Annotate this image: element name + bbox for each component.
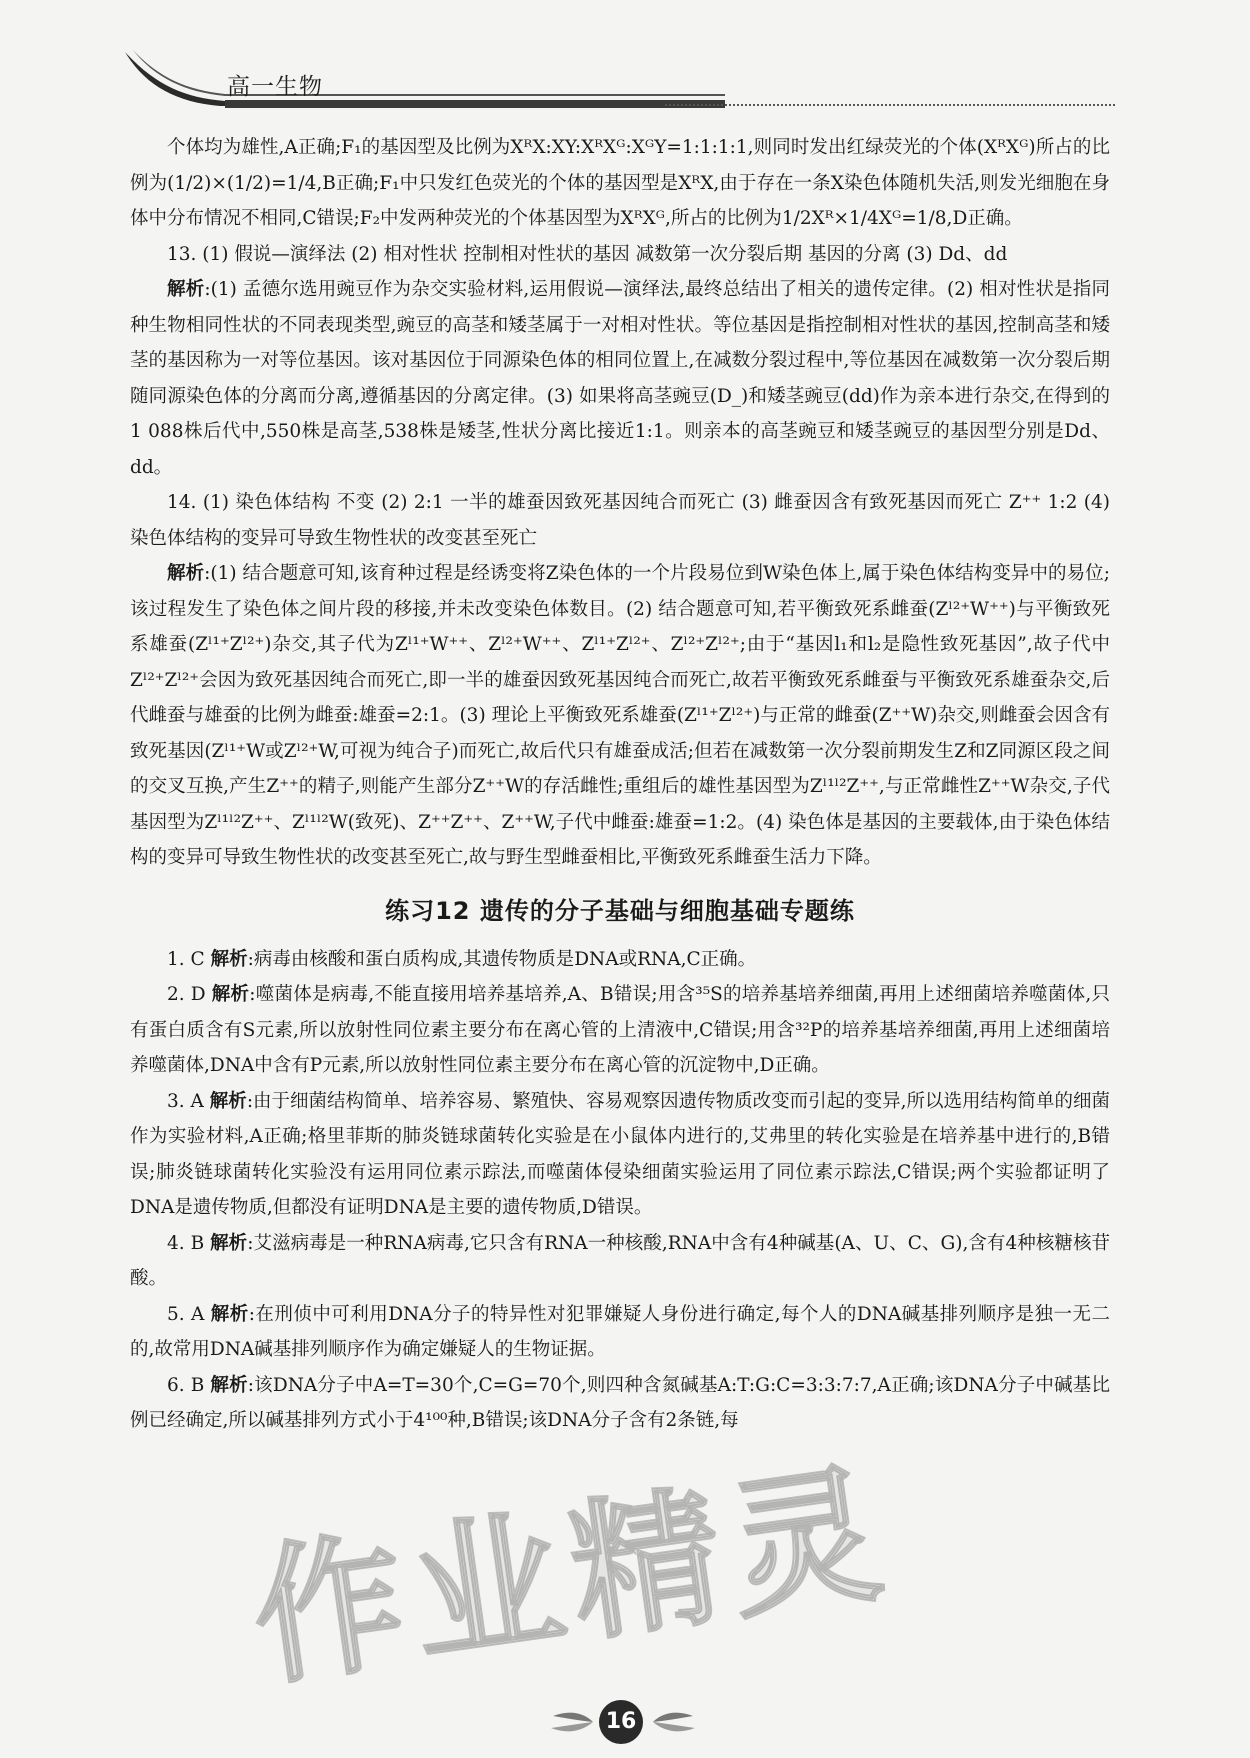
item-text: :噬菌体是病毒,不能直接用培养基培养,A、B错误;用含³⁵S的培养基培养细菌,再用上述细菌培养噬菌体,只有蛋白质含有S元素,所以放射性同位素主要分布在离心管的上清液中,C错误;用含³²P的培养基培养细菌,再用上述细菌培养噬菌体,DNA中含有P元素,所以放射性同位素主要分布在离心管的沉淀物中,D正确。 [130, 984, 1110, 1076]
answer-13: 13. (1) 假说—演绎法 (2) 相对性状 控制相对性状的基因 减数第一次分裂后期 基因的分离 (3) Dd、dd [167, 243, 1008, 265]
analysis-label: 解析 [210, 948, 248, 970]
answer-14: 14. (1) 染色体结构 不变 (2) 2:1 一半的雄蚕因致死基因纯合而死亡 (3) 雌蚕因含有致死基因而死亡 Z⁺⁺ 1:2 (4) 染色体结构的变异可导致生物性状的改变甚至死亡 [130, 492, 1110, 549]
leaf-ornament-left-icon [545, 1708, 595, 1736]
leaf-ornament-right-icon [651, 1708, 701, 1736]
analysis-label: 解析 [210, 1303, 249, 1325]
item-text: :病毒由核酸和蛋白质构成,其遗传物质是DNA或RNA,C正确。 [247, 948, 757, 970]
page-number: 16 [599, 1700, 643, 1744]
list-item [130, 1368, 1110, 1439]
item-lead: 3. A [167, 1090, 204, 1112]
item-text: :艾滋病毒是一种RNA病毒,它只含有RNA一种核酸,RNA中含有4种碱基(A、U、C、G),含有4种核糖核苷酸。 [130, 1232, 1110, 1289]
analysis-label: 解析 [211, 984, 250, 1005]
header-swoosh-icon [125, 50, 725, 112]
page-header [125, 50, 1115, 112]
item-text: :由于细菌结构简单、培养容易、繁殖快、容易观察因遗传物质改变而引起的变异,所以选用结构简单的细菌作为实验材料,A正确;格里菲斯的肺炎链球菌转化实验是在小鼠体内进行的,艾弗里的转化实验是在培养基中进行的,B错误;肺炎链球菌转化实验没有运用同位素示踪法,而噬菌体侵染细菌实验运用了同位素示踪法,C错误;两个实验都证明了DNA是遗传物质,但都没有证明DNA是主要的遗传物质,D错误。 [130, 1090, 1110, 1218]
analysis-14 [130, 556, 1110, 876]
item-lead: 6. B [167, 1374, 205, 1396]
list-item [130, 977, 1110, 1084]
paragraph-q12-cont: 个体均为雄性,A正确;F₁的基因型及比例为XᴿX:XY:XᴿXᴳ:XᴳY=1:1:1:1,则同时发出红绿荧光的个体(XᴿXᴳ)所占的比例为(1/2)×(1/2)=1/4,B正确;F₁中只发红色荧光的个体的基因型是XᴿX,由于存在一条X染色体随机失活,则发光细胞在身体中分布情况不相同,C错误;F₂中发两种荧光的个体基因型为XᴿXᴳ,所占的比例为1/2Xᴿ×1/4Xᴳ=1/8,D正确。 [130, 137, 1110, 229]
watermark: 作业精灵 [242, 1446, 901, 1708]
analysis-13-text: :(1) 孟德尔选用豌豆作为杂交实验材料,运用假说—演绎法,最终总结出了相关的遗传定律。(2) 相对性状是指同种生物相同性状的不同表现类型,豌豆的高茎和矮茎属于一对相对性状。等位基因是指控制相对性状的基因,控制高茎和矮茎的基因称为一对等位基因。该对基因位于同源染色体的相同位置上,在减数分裂过程中,等位基因在减数第一次分裂后期随同源染色体的分离而分离,遵循基因的分离定律。(3) 如果将高茎豌豆(D_)和矮茎豌豆(dd)作为亲本进行杂交,在得到的1 088株后代中,550株是高茎,538株是矮茎,性状分离比接近1:1。则亲本的高茎豌豆和矮茎豌豆的基因型分别是Dd、dd。 [130, 279, 1110, 478]
header-title: 高一生物 [227, 74, 323, 100]
item-lead: 2. D [167, 984, 206, 1005]
list-item [130, 1084, 1110, 1226]
list-item [130, 942, 1110, 978]
item-text: :在刑侦中可利用DNA分子的特异性对犯罪嫌疑人身份进行确定,每个人的DNA碱基排列顺序是独一无二的,故常用DNA碱基排列顺序作为确定嫌疑人的生物证据。 [130, 1303, 1110, 1360]
analysis-label: 解析 [167, 279, 205, 300]
analysis-13 [130, 272, 1110, 485]
answer-content [130, 130, 1110, 1439]
analysis-label: 解析 [210, 1232, 248, 1254]
item-lead: 5. A [167, 1303, 205, 1325]
page-footer [545, 1700, 705, 1744]
item-lead: 4. B [167, 1232, 205, 1254]
analysis-label: 解析 [167, 563, 205, 584]
analysis-label: 解析 [210, 1374, 248, 1396]
item-text: :该DNA分子中A=T=30个,C=G=70个,则四种含氮碱基A:T:G:C=3:3:7:7,A正确;该DNA分子中碱基比例已经确定,所以碱基排列方式小于4¹⁰⁰种,B错误;该DNA分子含有2条链,每 [130, 1374, 1110, 1431]
item-lead: 1. C [167, 948, 205, 970]
list-item [130, 1297, 1110, 1368]
analysis-label: 解析 [209, 1090, 247, 1112]
header-dotted-rule [665, 104, 1115, 106]
list-item [130, 1226, 1110, 1297]
section-title: 练习12 遗传的分子基础与细胞基础专题练 [385, 896, 855, 925]
analysis-14-text: :(1) 结合题意可知,该育种过程是经诱变将Z染色体的一个片段易位到W染色体上,属于染色体结构变异中的易位;该过程发生了染色体之间片段的移接,并未改变染色体数目。(2) 结合题意可知,若平衡致死系雌蚕(Zˡ²⁺W⁺⁺)与平衡致死系雄蚕(Zˡ¹⁺Zˡ²⁺)杂交,其子代为Zˡ¹⁺W⁺⁺、Zˡ²⁺W⁺⁺、Zˡ¹⁺Zˡ²⁺、Zˡ²⁺Zˡ²⁺;由于“基因l₁和l₂是隐性致死基因”,故子代中Zˡ²⁺Zˡ²⁺会因为致死基因纯合而死亡,即一半的雄蚕因致死基因纯合而死亡,故若平衡致死系雌蚕与平衡致死系雄蚕杂交,后代雌蚕与雄蚕的比例为雌蚕:雄蚕=2:1。(3) 理论上平衡致死系雄蚕(Zˡ¹⁺Zˡ²⁺)与正常的雌蚕(Z⁺⁺W)杂交,则雌蚕会因含有致死基因(Zˡ¹⁺W或Zˡ²⁺W,可视为纯合子)而死亡,故后代只有雄蚕成活;但若在减数第一次分裂前期发生Z和Z同源区段之间的交叉互换,产生Z⁺⁺的精子,则能产生部分Z⁺⁺W的存活雌性;重组后的雄性基因型为Zˡ¹ˡ²Z⁺⁺,与正常雌性Z⁺⁺W杂交,子代基因型为Zˡ¹ˡ²Z⁺⁺、Zˡ¹ˡ²W(致死)、Z⁺⁺Z⁺⁺、Z⁺⁺W,子代中雌蚕:雄蚕=1:2。(4) 染色体是基因的主要载体,由于染色体结构的变异可导致生物性状的改变甚至死亡,故与野生型雌蚕相比,平衡致死系雌蚕生活力下降。 [130, 563, 1110, 868]
